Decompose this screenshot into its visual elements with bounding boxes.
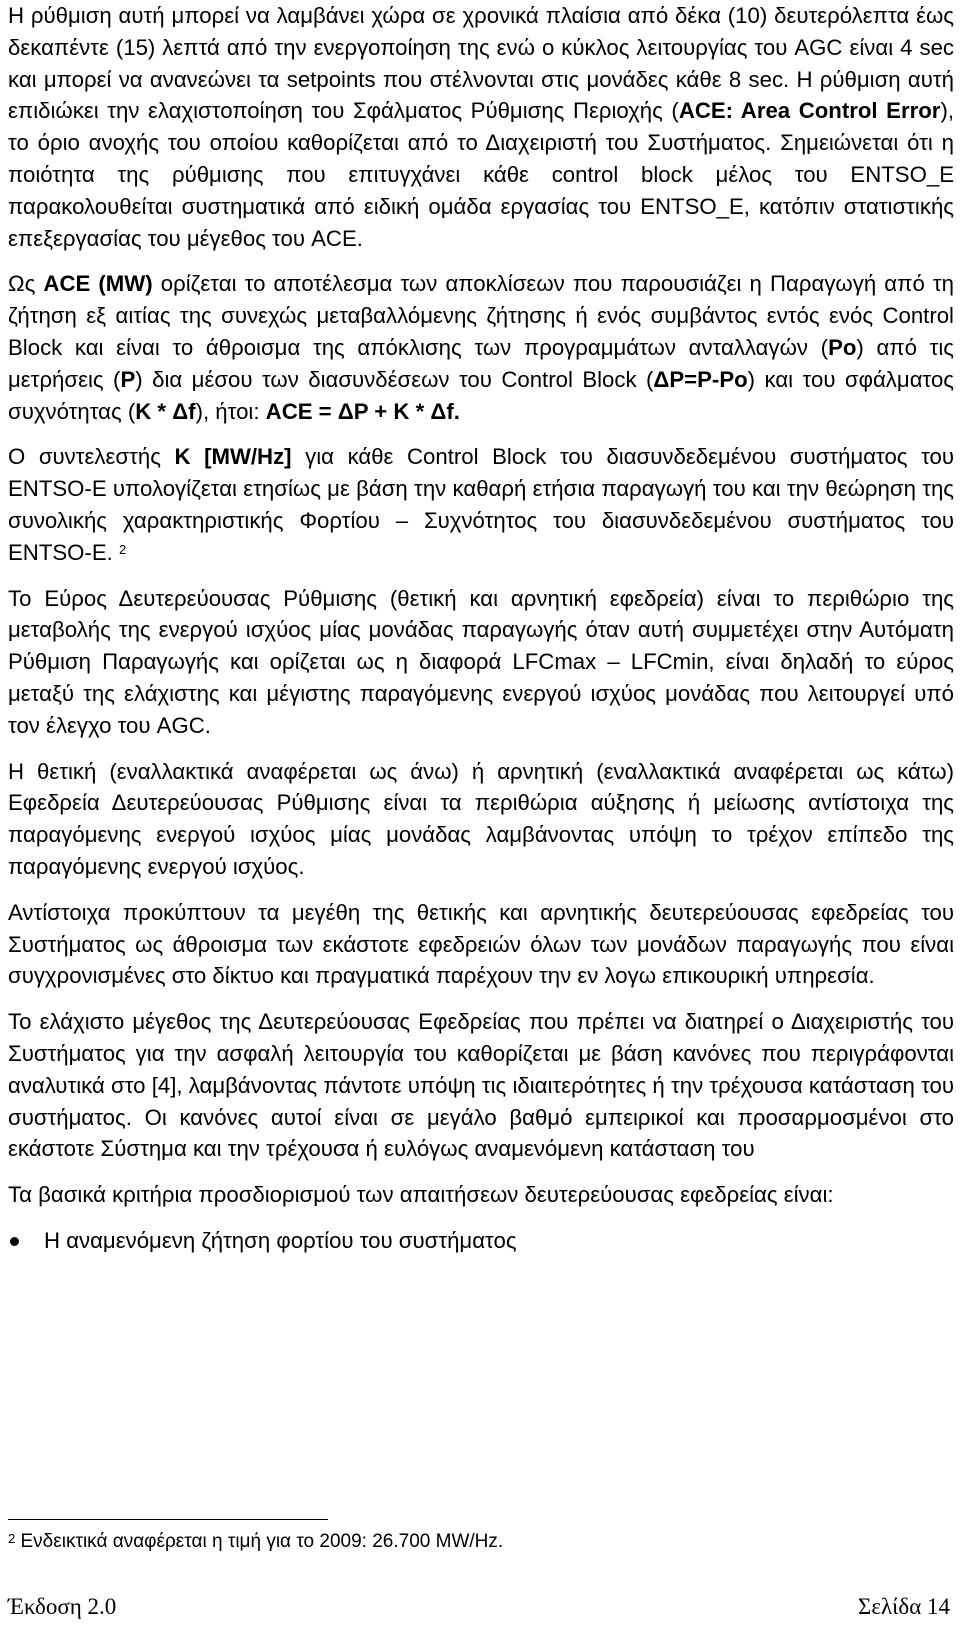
edition-label: Έκδοση 2.0 [8, 1594, 117, 1619]
text-run: ), το όριο ανοχής του οποίου καθορίζεται από το Διαχειριστή του Συστήματος. Σημειώνεται ότι η ποιότητα της ρύθμισης που επιτυγχάνει κάθε control block μέλος του ENTSO_E παρακολουθείται συστηματικά από ειδική ομάδα εργασίας του ENTSO_E, κατόπιν στατιστικής επεξεργασίας του μέγεθος του ACE. [8, 98, 954, 251]
text-run: Η ρύθμιση αυτή μπορεί να λαμβάνει χώρα σε χρονικά πλαίσια από δέκα (10) δευτερόλεπτα έως δεκαπέντε (15) λεπτά από την ενεργοποίηση της ενώ ο κύκλος λειτουργίας του AGC είναι 4 sec και μπορεί να ανανεώνει τα setpoints που στέλνονται στις μονάδες κάθε 8 sec. Η ρύθμιση αυτή επιδιώκει την ελαχιστοποίηση του Σφάλματος Ρύθμισης Περιοχής ( [8, 3, 954, 124]
bold-term-delta-p: ΔP=P-Po [653, 366, 748, 392]
paragraph-system-reserve: Αντίστοιχα προκύπτουν τα μεγέθη της θετικής και αρνητικής δευτερεύουσας εφεδρείας του Συστήματος ως άθροισμα των εκάστοτε εφεδρειών όλων των μονάδων παραγωγής που είναι συγχρονισμένες στο δίκτυο και πραγματικά παρέχουν την εν λογω επικουρική υπηρεσία. [8, 899, 954, 989]
text-run: Ως [8, 271, 44, 297]
text-run: ) από τις μετρήσεις ( [8, 334, 954, 392]
bullet-icon [10, 1237, 19, 1246]
list-item [8, 1225, 954, 1257]
paragraph-positive-negative-reserve: Η θετική (εναλλακτικά αναφέρεται ως άνω) ή αρνητική (εναλλακτικά αναφέρεται ως κάτω) Εφεδρεία Δευτερεύουσας Ρύθμισης είναι τα περιθώρια αύξησης ή μείωσης αντίστοιχα της παραγόμενης ενεργού ισχύος μίας μονάδας λαμβάνοντας υπόψη το τρέχον επίπεδο της παραγόμενης ενεργού ισχύος. [8, 758, 954, 879]
paragraph-regulation-range: Το Εύρος Δευτερεύουσας Ρύθμισης (θετική και αρνητική εφεδρεία) είναι το περιθώριο της μεταβολής της ενεργού ισχύος μίας μονάδας παραγωγής όταν αυτή συμμετέχει στην Αυτόματη Ρύθμιση Παραγωγής και ορίζεται ως η διαφορά LFCmax – LFCmin, είναι δηλαδή το εύρος μεταξύ της ελάχιστης και μέγιστης παραγόμενης ενεργού ισχύος μονάδας που λειτουργεί υπό τον έλεγχο του AGC. [8, 585, 954, 738]
list-item-text: Η αναμενόμενη ζήτηση φορτίου του συστήματος [44, 1227, 517, 1253]
text-run: Ο συντελεστής [8, 444, 175, 470]
criteria-list [8, 1225, 954, 1257]
bold-term-k: K [MW/Hz] [174, 444, 292, 470]
bold-formula-ace: ACE = ΔP + K * Δf. [265, 398, 460, 424]
page-number: Σελίδα 14 [857, 1594, 950, 1619]
text-run: ορίζεται το αποτέλεσμα των αποκλίσεων που παρουσιάζει η Παραγωγή από τη ζήτηση εξ αιτίας της συνεχώς μεταβαλλόμενης ζήτησης ή ενός συμβάντος εντός ενός Control Block και είναι το άθροισμα της απόκλισης των προγραμμάτων ανταλλαγών ( [8, 271, 955, 360]
text-run: ), ήτοι: [195, 398, 266, 424]
paragraph-ace-definition [8, 268, 954, 427]
bold-term-p: P [120, 366, 136, 392]
bold-term-ace-mw: ACE (MW) [43, 271, 153, 297]
bold-term-ace: ACE: Area Control Error [678, 98, 941, 124]
text-run: ) δια μέσου των διασυνδέσεων του Control Block ( [135, 366, 654, 392]
paragraph-criteria-intro: Τα βασικά κριτήρια προσδιορισμού των απαιτήσεων δευτερεύουσας εφεδρείας είναι: [8, 1182, 834, 1208]
bold-term-po: Po [828, 334, 857, 360]
footnote [8, 1528, 503, 1556]
paragraph-minimum-reserve: Το ελάχιστο μέγεθος της Δευτερεύουσας Εφεδρείας που πρέπει να διατηρεί ο Διαχειριστής του Συστήματος για την ασφαλή λειτουργία του καθορίζεται με βάση κανόνες που περιγράφονται αναλυτικά στο [4], λαμβάνοντας πάντοτε υπόψη τις ιδιαιτερότητες ή την τρέχουσα κατάσταση του συστήματος. Οι κανόνες αυτοί είναι σε μεγάλο βαθμό εμπειρικοί και προσαρμοσμένοι στο εκάστοτε Σύστημα και την τρέχουσα ή ευλόγως αναμενόμενη κατάσταση του [8, 1009, 954, 1162]
paragraph-agc-regulation [8, 0, 954, 254]
footnote-reference[interactable]: 2 [118, 541, 127, 557]
paragraph-k-coefficient [8, 441, 954, 568]
text-run: ) και του σφάλματος συχνότητας ( [8, 366, 954, 424]
footnote-text: Ενδεικτικά αναφέρεται η τιμή για το 2009: 26.700 MW/Hz. [15, 1531, 504, 1552]
footnote-separator [8, 1519, 328, 1520]
text-run: για κάθε Control Block του διασυνδεδεμένου συστήματος του ENTSO-E υπολογίζεται ετησίως με βάση την καθαρή ετήσια παραγωγή του και την θεώρηση της συνολικής χαρακτηριστικής Φορτίου – Συχνότητος του διασυνδεδεμένου συστήματος του ENTSO-E. [8, 444, 955, 565]
footnote-number: 2 [8, 1531, 16, 1546]
bold-term-k-delta-f: K * Δf [135, 398, 196, 424]
document-body [8, 0, 954, 1257]
